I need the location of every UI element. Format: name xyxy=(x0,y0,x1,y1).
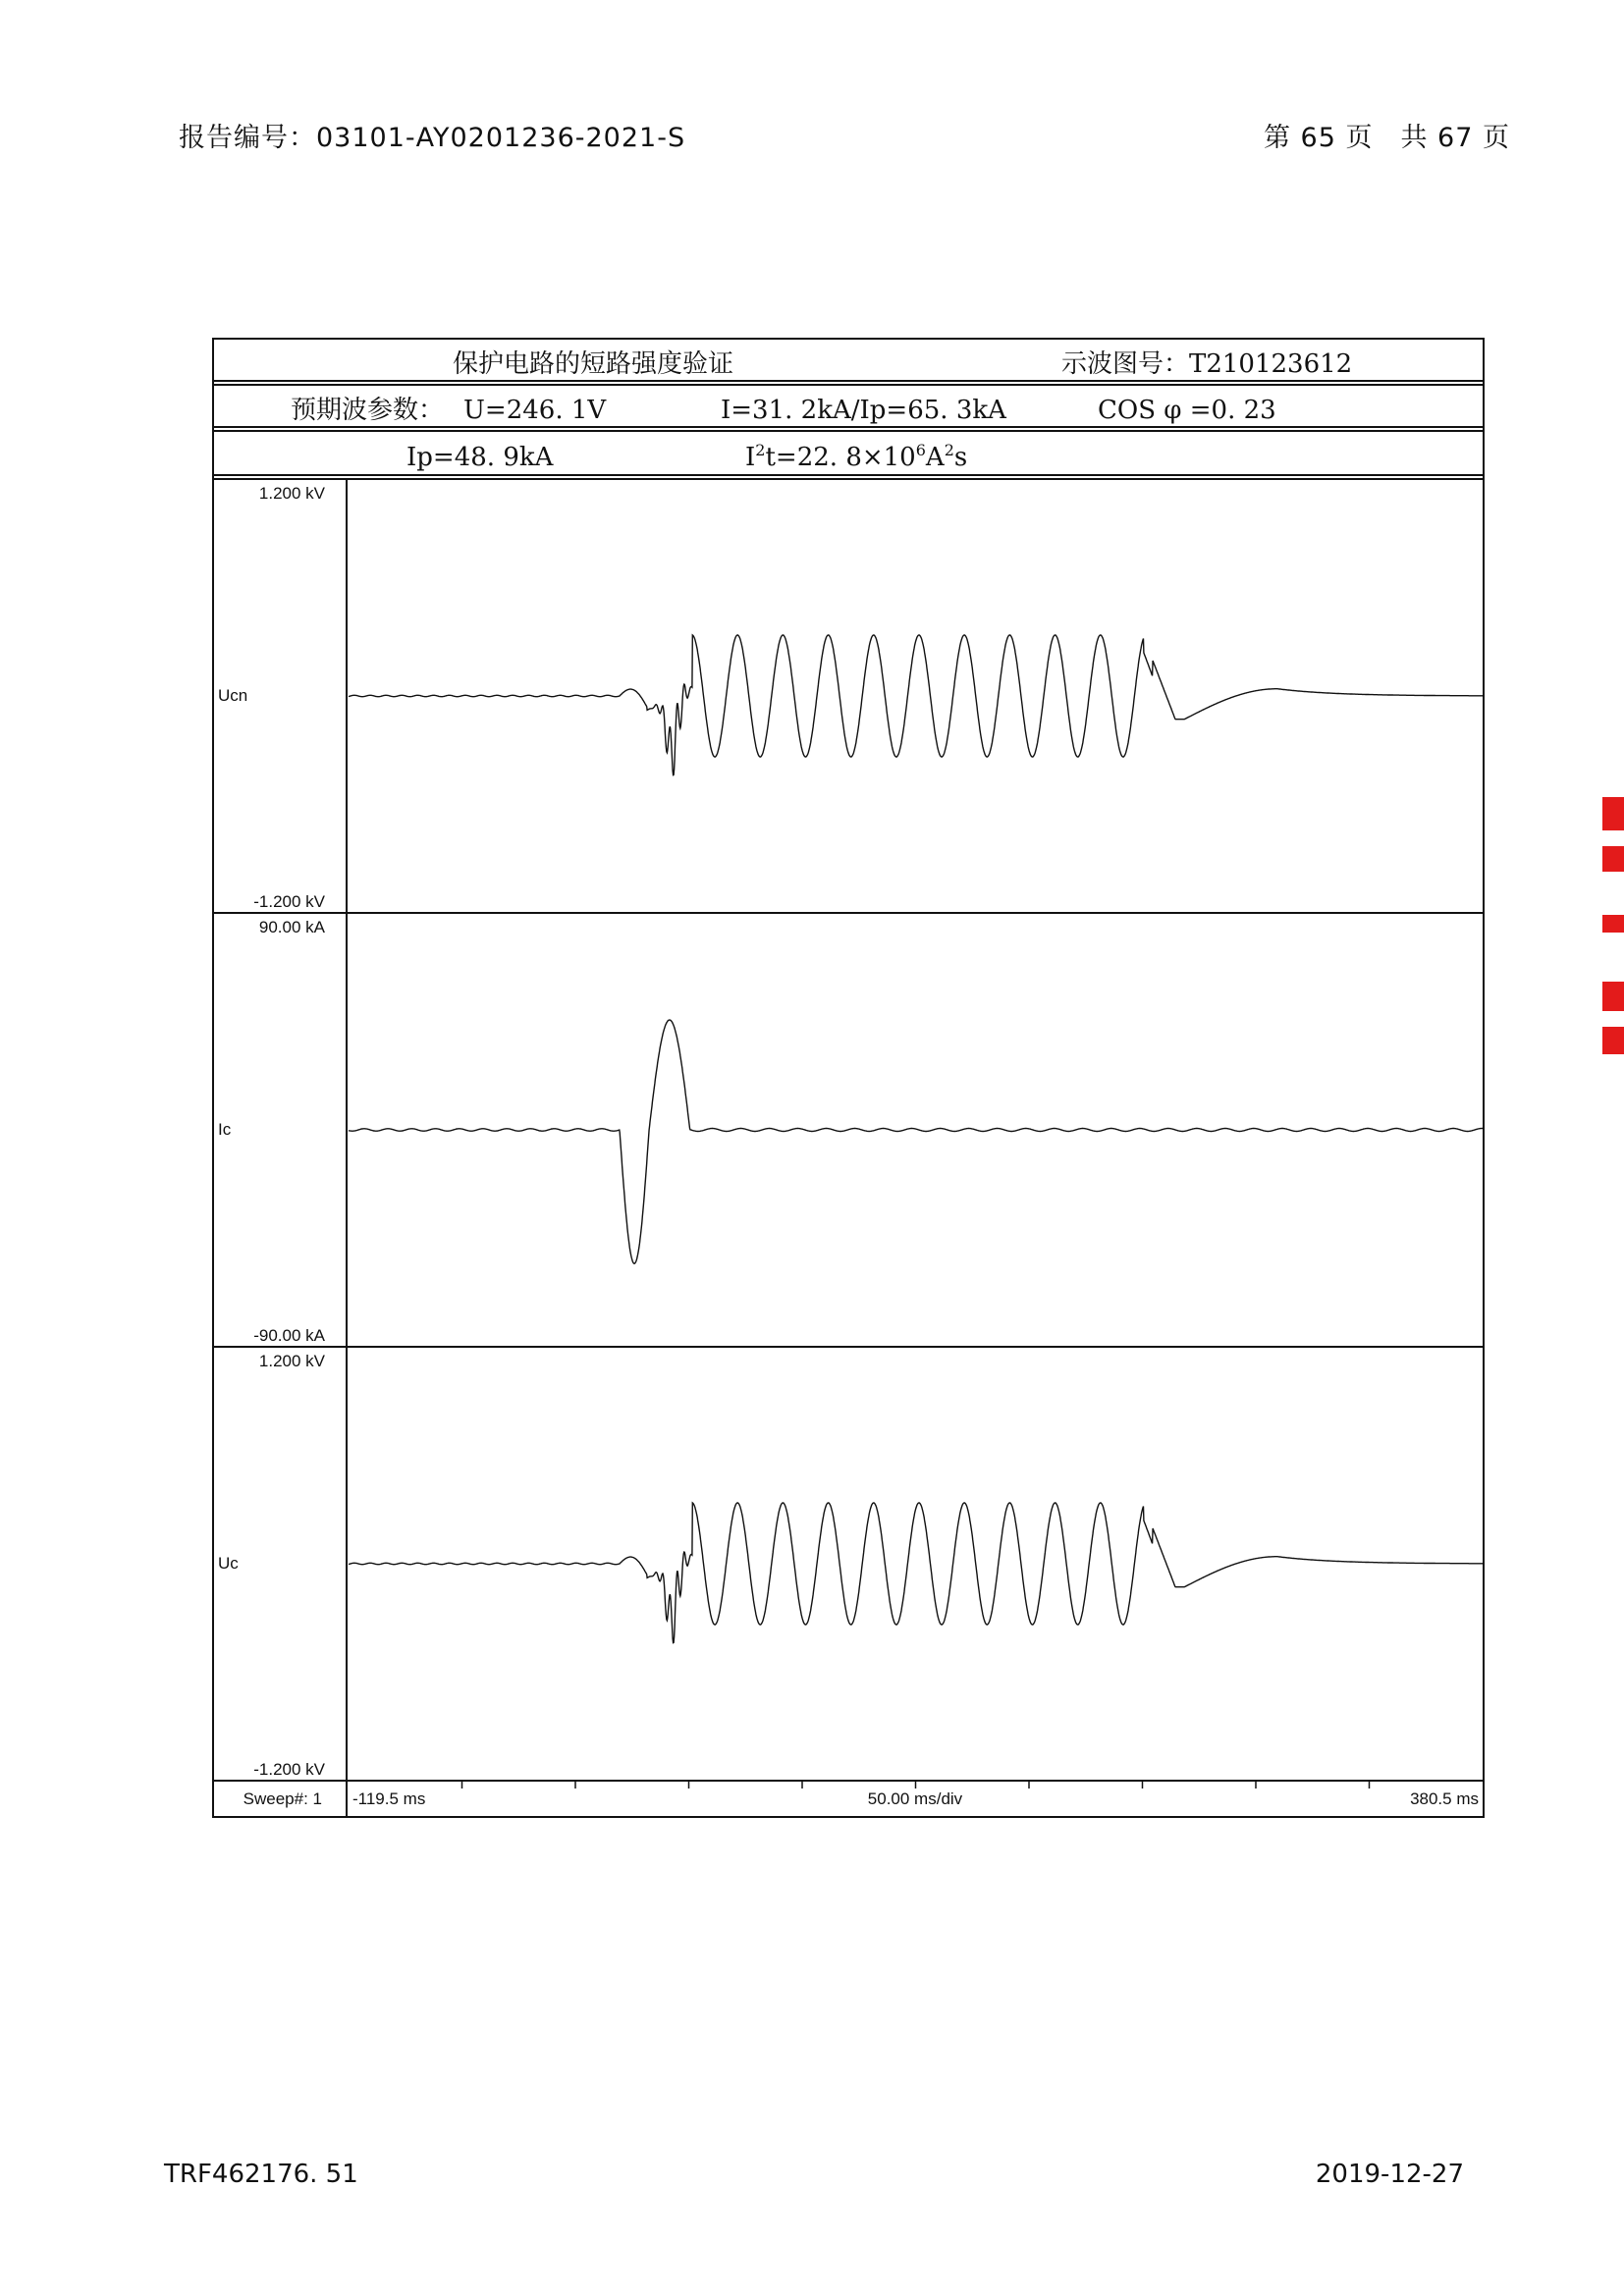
info-table xyxy=(212,339,1485,1817)
seal-fragment xyxy=(1602,982,1624,1011)
ch3-top-label: 1.200 kV xyxy=(258,1352,325,1370)
sweep-label: Sweep#: 1 xyxy=(243,1789,322,1808)
ch1-name: Ucn xyxy=(218,686,248,705)
figure-number: 示波图号：T210123612 xyxy=(1061,349,1353,379)
oscillogram-frame xyxy=(212,338,1485,1818)
seal-fragment xyxy=(1602,915,1624,933)
x-end-label: 380.5 ms xyxy=(1410,1789,1479,1808)
test-title: 保护电路的短路强度验证 xyxy=(453,349,734,379)
x-start-label: -119.5 ms xyxy=(352,1789,426,1808)
page-number: 第 65 页 共 67 页 xyxy=(1263,123,1510,153)
ch2-bottom-label: -90.00 kA xyxy=(253,1326,325,1345)
ic-trace xyxy=(349,1020,1483,1263)
param-peak-current: Ip=48. 9kA xyxy=(406,443,554,472)
footer-date: 2019-12-27 xyxy=(1315,2160,1464,2189)
seal-fragment xyxy=(1602,846,1624,872)
oscillogram-chart xyxy=(212,338,1485,1818)
ch1-bottom-label: -1.200 kV xyxy=(253,892,325,911)
report-number: 报告编号：03101-AY0201236-2021-S xyxy=(179,123,686,153)
seal-fragment xyxy=(1602,1027,1624,1054)
param-current: I=31. 2kA/Ip=65. 3kA xyxy=(721,396,1006,425)
ucn-trace xyxy=(349,635,1483,775)
ch2-top-label: 90.00 kA xyxy=(258,918,325,936)
ch3-name: Uc xyxy=(218,1554,239,1573)
seal-fragment xyxy=(1602,797,1624,830)
uc-trace xyxy=(349,1503,1483,1643)
x-axis-ticks xyxy=(462,1781,1370,1789)
param-voltage: U=246. 1V xyxy=(463,396,607,425)
prospective-label: 预期波参数： xyxy=(291,396,445,425)
plot-grid-frame xyxy=(212,479,1485,1818)
x-scale-label: 50.00 ms/div xyxy=(867,1789,963,1808)
param-power-factor: COS φ =0. 23 xyxy=(1098,396,1276,425)
ch3-bottom-label: -1.200 kV xyxy=(253,1760,325,1779)
ch2-name: Ic xyxy=(218,1120,232,1139)
ch1-top-label: 1.200 kV xyxy=(258,484,325,503)
param-i2t: $I^2t=22$. $8\times 10^6A^2s$ xyxy=(745,441,968,472)
form-number: TRF462176. 51 xyxy=(164,2160,358,2189)
